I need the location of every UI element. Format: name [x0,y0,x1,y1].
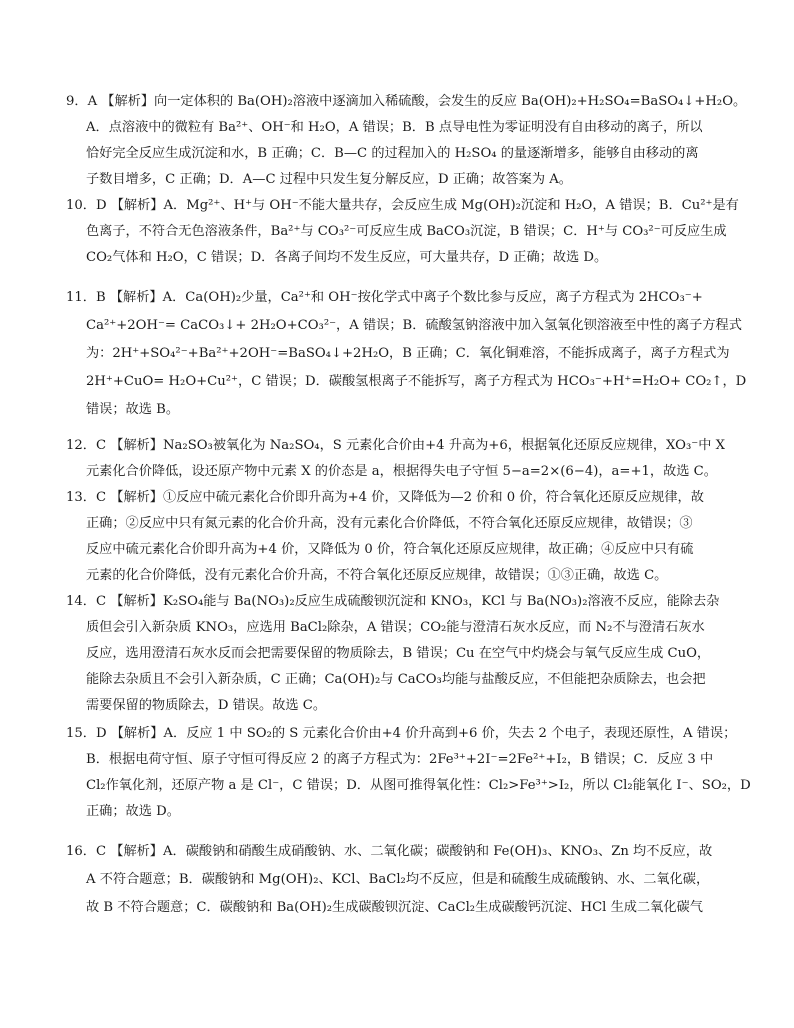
text-line: 14．C 【解析】K₂SO₄能与 Ba(NO₃)₂反应生成硫酸钡沉淀和 KNO₃，KCl 与 Ba(NO₃)₂溶液不反应，能除去杂 [66,594,720,609]
text-line: 13．C 【解析】①反应中硫元素化合价即升高为+4 价，又降低为—2 价和 0 价，符合氧化还原反应规律，故 [66,490,704,505]
text-line: 子数目增多，C 正确；D．A—C 过程中只发生复分解反应，D 正确；故答案为 A。 [86,172,572,187]
text-line: CO₂气体和 H₂O，C 错误；D．各离子间均不发生反应，可大量共存，D 正确；故选 D。 [86,250,608,265]
text-line: 2H⁺+CuO= H₂O+Cu²⁺，C 错误；D．碳酸氢根离子不能拆写，离子方程式为 HCO₃⁻+H⁺=H₂O+ CO₂↑，D [86,374,747,389]
text-line: A 不符合题意；B．碳酸钠和 Mg(OH)₂、KCl、BaCl₂均不反应，但是和硫酸生成硫酸钠、水、二氧化碳， [86,872,710,887]
text-line: 故 B 不符合题意；C．碳酸钠和 Ba(OH)₂生成碳酸钡沉淀、CaCl₂生成碳酸钙沉淀、HCl 生成二氧化碳气 [86,900,703,915]
text-line: 15．D 【解析】A．反应 1 中 SO₂的 S 元素化合价由+4 价升高到+6 价，失去 2 个电子，表现还原性，A 错误； [66,726,737,741]
text-line: 错误；故选 B。 [86,402,180,417]
text-line: 10．D 【解析】A．Mg²⁺、H⁺与 OH⁻不能大量共存，会反应生成 Mg(OH)₂沉淀和 H₂O，A 错误；B．Cu²⁺是有 [66,198,739,213]
text-line: 需要保留的物质除去，D 错误。故选 C。 [86,698,327,713]
text-line: 16．C 【解析】A．碳酸钠和硝酸生成硝酸钠、水、二氧化碳；碳酸钠和 Fe(OH)₃、KNO₃、Zn 均不反应，故 [66,844,713,859]
text-line: B．根据电荷守恒、原子守恒可得反应 2 的离子方程式为：2Fe³⁺+2I⁻=2Fe²⁺+I₂，B 错误；C．反应 3 中 [86,752,714,767]
text-line: 元素的化合价降低，没有元素化合价升高，不符合氧化还原反应规律，故错误；①③正确，故选 C。 [86,568,668,583]
text-line: 质但会引入新杂质 KNO₃，应选用 BaCl₂除杂，A 错误；CO₂能与澄清石灰水反应，而 N₂不与澄清石灰水 [86,620,705,635]
text-line: 恰好完全反应生成沉淀和水，B 正确；C．B—C 的过程加入的 H₂SO₄ 的量逐渐增多，能够自由移动的离 [86,146,699,161]
text-line: 9．A 【解析】向一定体积的 Ba(OH)₂溶液中逐滴加入稀硫酸，会发生的反应 Ba(OH)₂+H₂SO₄=BaSO₄↓+H₂O。 [66,94,747,109]
text-line: 能除去杂质且不会引入新杂质，C 正确；Ca(OH)₂与 CaCO₃均能与盐酸反应，不但能把杂质除去，也会把 [86,672,706,687]
text-line: 11．B 【解析】A．Ca(OH)₂少量，Ca²⁺和 OH⁻按化学式中离子个数比参与反应，离子方程式为 2HCO₃⁻+ [66,290,703,305]
text-line: 为：2H⁺+SO₄²⁻+Ba²⁺+2OH⁻=BaSO₄↓+2H₂O，B 正确；C．氧化铜难溶，不能拆成离子，离子方程式为 [86,346,730,361]
text-line: Cl₂作氧化剂，还原产物 a 是 Cl⁻，C 错误；D．从图可推得氧化性：Cl₂>Fe³⁺>I₂，所以 Cl₂能氧化 I⁻、SO₂，D [86,778,751,793]
text-line: 色离子，不符合无色溶液条件，Ba²⁺与 CO₃²⁻可反应生成 BaCO₃沉淀，B 错误；C．H⁺与 CO₃²⁻可反应生成 [86,224,727,239]
text-line: 反应，选用澄清石灰水反而会把需要保留的物质除去，B 错误；Cu 在空气中灼烧会与氧气反应生成 CuO， [86,646,711,661]
text-line: 正确；故选 D。 [86,804,180,819]
text-line: Ca²⁺+2OH⁻= CaCO₃↓+ 2H₂O+CO₃²⁻，A 错误；B．硫酸氢钠溶液中加入氢氧化钡溶液至中性的离子方程式 [86,318,742,333]
text-line: 正确；②反应中只有氮元素的化合价升高，没有元素化合价降低，不符合氧化还原反应规律，故错误；③ [86,516,693,531]
text-line: 元素化合价降低，设还原产物中元素 X 的价态是 a，根据得失电子守恒 5−a=2×(6−4)，a=+1，故选 C。 [86,464,717,479]
text-line: A．点溶液中的微粒有 Ba²⁺、OH⁻和 H₂O，A 错误；B．B 点导电性为零证明没有自由移动的离子，所以 [86,120,703,135]
text-line: 反应中硫元素化合价即升高为+4 价，又降低为 0 价，符合氧化还原反应规律，故正确；④反应中只有硫 [86,542,694,557]
text-line: 12．C 【解析】Na₂SO₃被氧化为 Na₂SO₄，S 元素化合价由+4 升高为+6，根据氧化还原反应规律，XO₃⁻中 X [66,438,725,453]
